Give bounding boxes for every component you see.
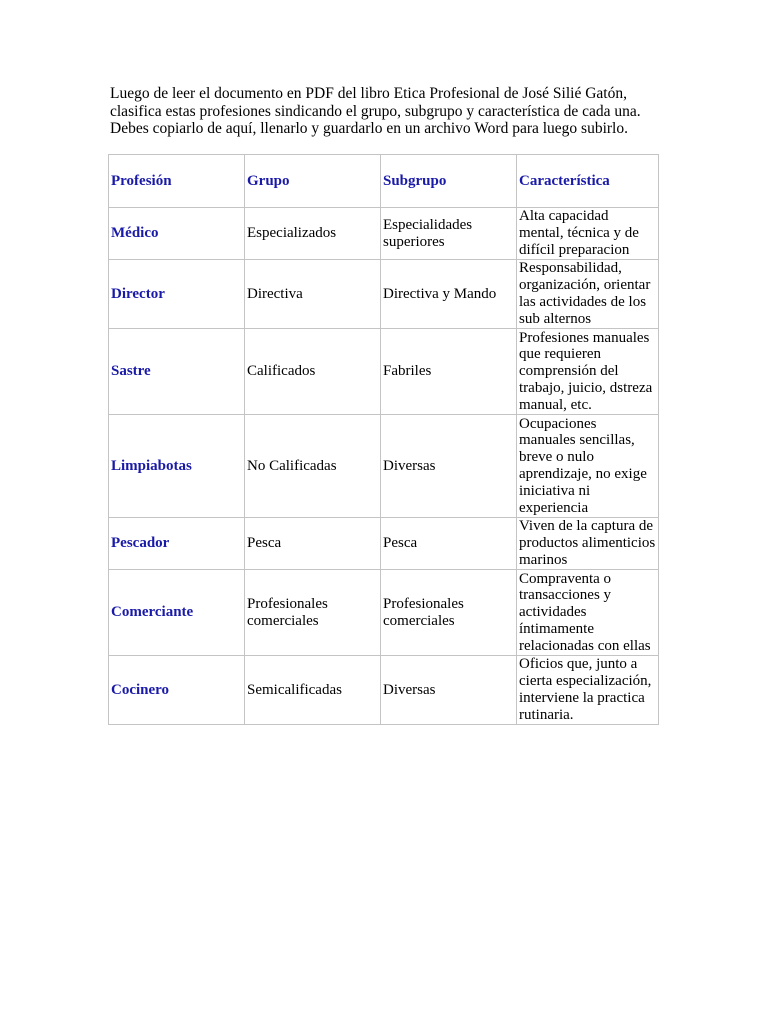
caracteristica-cell: Alta capacidad mental, técnica y de difícil preparacion [517, 208, 659, 260]
grupo-cell: Pesca [245, 518, 381, 570]
header-cell-subgrupo [381, 155, 517, 208]
table-row [109, 329, 659, 415]
profesion-cell: Director [109, 260, 245, 329]
profesion-cell: Sastre [109, 329, 245, 415]
grupo-cell: Calificados [245, 329, 381, 415]
grupo-cell: No Calificadas [245, 415, 381, 518]
caracteristica-cell: Compraventa o transacciones y actividades íntimamente relacionadas con ellas [517, 570, 659, 656]
profesion-cell: Cocinero [109, 656, 245, 725]
intro-line: Luego de leer el documento en PDF del libro Etica Profesional de José Silié Gatón, [110, 85, 627, 102]
header-row [109, 155, 659, 208]
subgrupo-cell: Fabriles [381, 329, 517, 415]
table-row [109, 208, 659, 260]
header-cell-profesion [109, 155, 245, 208]
grupo-cell: Profesionales comerciales [245, 570, 381, 656]
header-label: Característica [519, 172, 610, 189]
intro-line: clasifica estas profesiones sindicando el grupo, subgrupo y característica de cada una. [110, 102, 641, 120]
caracteristica-cell: Viven de la captura de productos alimenticios marinos [517, 518, 659, 570]
header-label: Grupo [247, 172, 290, 189]
table-row [109, 415, 659, 518]
profesion-cell: Pescador [109, 518, 245, 570]
subgrupo-cell: Diversas [381, 415, 517, 518]
professions-table [108, 154, 659, 725]
intro-line: Debes copiarlo de aquí, llenarlo y guardarlo en un archivo Word para luego subirlo. [110, 120, 628, 137]
header-label: Subgrupo [383, 172, 447, 189]
header-label: Profesión [111, 172, 172, 189]
subgrupo-cell: Pesca [381, 518, 517, 570]
table-row [109, 570, 659, 656]
table-row [109, 656, 659, 725]
intro-paragraph [110, 85, 670, 138]
subgrupo-cell: Profesionales comerciales [381, 570, 517, 656]
grupo-cell: Directiva [245, 260, 381, 329]
table-row [109, 518, 659, 570]
profesion-cell: Médico [109, 208, 245, 260]
caracteristica-cell: Ocupaciones manuales sencillas, breve o nulo aprendizaje, no exige iniciativa ni experiencia [517, 415, 659, 518]
profesion-cell: Limpiabotas [109, 415, 245, 518]
caracteristica-cell: Oficios que, junto a cierta especialización, interviene la practica rutinaria. [517, 656, 659, 725]
profesion-cell: Comerciante [109, 570, 245, 656]
caracteristica-cell: Profesiones manuales que requieren comprensión del trabajo, juicio, dstreza manual, etc. [517, 329, 659, 415]
header-cell-grupo [245, 155, 381, 208]
subgrupo-cell: Especialidades superiores [381, 208, 517, 260]
table-row [109, 260, 659, 329]
header-cell-caracteristica [517, 155, 659, 208]
subgrupo-cell: Directiva y Mando [381, 260, 517, 329]
grupo-cell: Semicalificadas [245, 656, 381, 725]
subgrupo-cell: Diversas [381, 656, 517, 725]
grupo-cell: Especializados [245, 208, 381, 260]
caracteristica-cell: Responsabilidad, organización, orientar las actividades de los sub alternos [517, 260, 659, 329]
